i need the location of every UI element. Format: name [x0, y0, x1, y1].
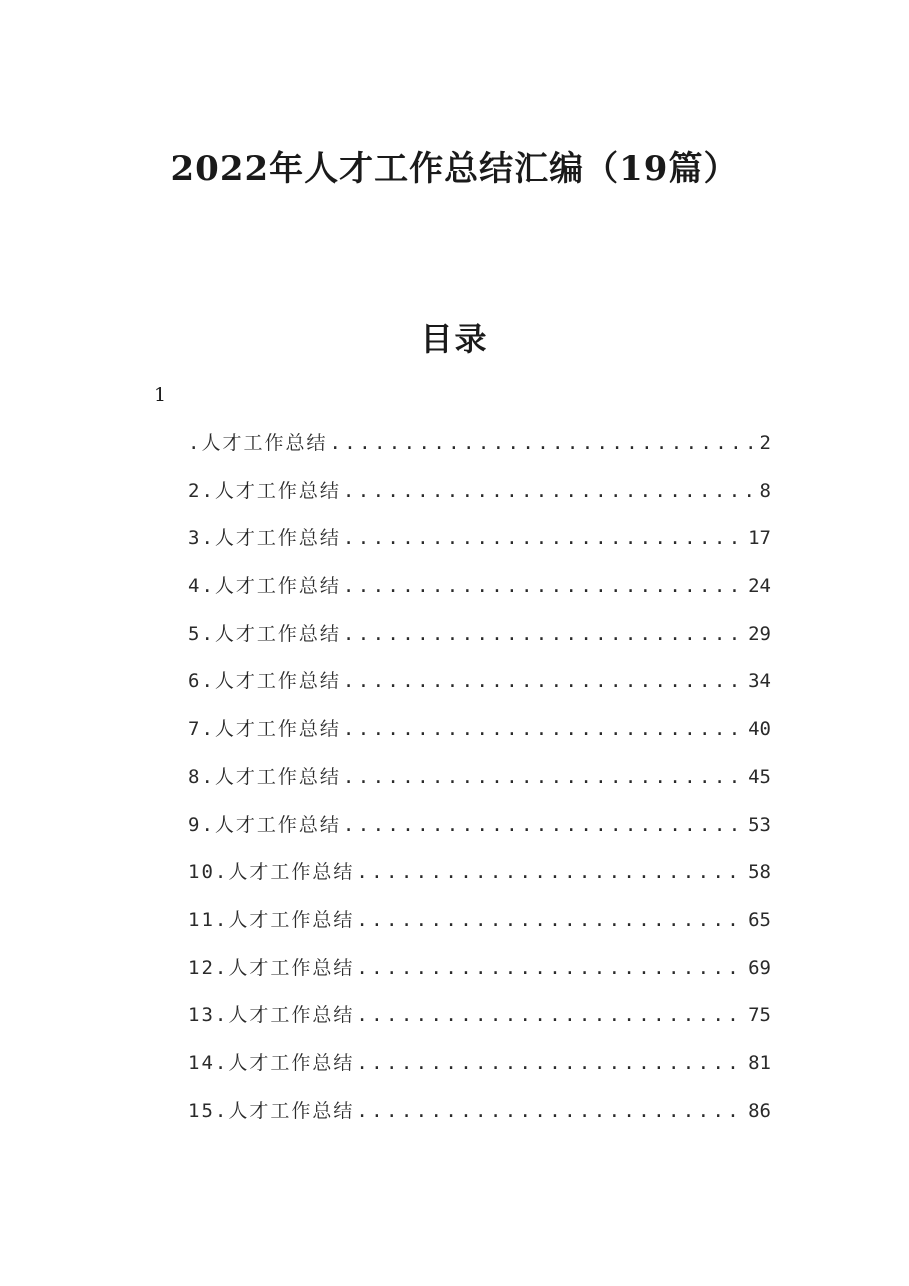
toc-entry-page: 8	[759, 479, 771, 502]
toc-dot-leader	[356, 953, 746, 983]
toc-entry-page: 2	[759, 432, 771, 454]
toc-heading: 目录	[420, 319, 489, 358]
toc-dot-leader	[343, 571, 746, 601]
toc-entry-page: 75	[748, 1004, 771, 1027]
toc-entry[interactable]	[188, 810, 771, 858]
toc-entry-page: 40	[748, 718, 771, 741]
toc-entry-page: 29	[748, 622, 771, 645]
toc-entry[interactable]	[188, 1048, 771, 1096]
toc-entry[interactable]	[188, 476, 771, 524]
toc-entry-title: 9.人才工作总结	[188, 813, 341, 836]
toc-entry-page: 24	[748, 575, 771, 598]
toc-entry-title: 7.人才工作总结	[188, 718, 341, 741]
toc-entry-title: .人才工作总结	[188, 432, 328, 454]
toc-entry[interactable]	[188, 571, 771, 619]
toc-dot-leader	[356, 1096, 746, 1126]
toc-entry-page: 69	[748, 956, 771, 979]
toc-entry-title: 11.人才工作总结	[188, 908, 355, 931]
toc-entry[interactable]	[188, 428, 771, 476]
toc-entry[interactable]	[188, 857, 771, 905]
document-title: 2022年人才工作总结汇编（19篇）	[170, 148, 739, 189]
toc-entry[interactable]	[188, 1000, 771, 1048]
toc-entry[interactable]	[188, 619, 771, 667]
toc-entry-title: 13.人才工作总结	[188, 1004, 355, 1027]
toc-stray-number: 1	[154, 384, 167, 406]
toc-entry-title: 2.人才工作总结	[188, 479, 341, 502]
toc-dot-leader	[343, 762, 746, 792]
toc-entry-title: 4.人才工作总结	[188, 575, 341, 598]
toc-dot-leader	[343, 810, 746, 840]
toc-dot-leader	[329, 428, 757, 458]
toc-entry-title: 12.人才工作总结	[188, 956, 355, 979]
toc-entry[interactable]	[188, 666, 771, 714]
toc-entry-title: 6.人才工作总结	[188, 670, 341, 693]
toc-dot-leader	[356, 1048, 746, 1078]
toc-entry-title: 8.人才工作总结	[188, 765, 341, 788]
toc-entry-page: 81	[748, 1051, 771, 1074]
toc-dot-leader	[343, 619, 746, 649]
toc-entry-title: 15.人才工作总结	[188, 1099, 355, 1122]
toc-dot-leader	[343, 476, 758, 506]
toc-entry[interactable]	[188, 523, 771, 571]
toc-entry[interactable]	[188, 905, 771, 953]
toc-entry-page: 58	[748, 861, 771, 884]
toc-entry-page: 17	[748, 527, 771, 550]
toc-dot-leader	[356, 857, 746, 887]
toc-entry-page: 86	[748, 1099, 771, 1122]
toc-dot-leader	[356, 1000, 746, 1030]
toc-dot-leader	[356, 905, 746, 935]
toc-dot-leader	[343, 523, 746, 553]
toc-entry-page: 45	[748, 765, 771, 788]
toc-entry-page: 34	[748, 670, 771, 693]
toc-entry[interactable]	[188, 1096, 771, 1144]
toc-entry[interactable]	[188, 762, 771, 810]
toc-dot-leader	[343, 714, 746, 744]
toc-entry-title: 10.人才工作总结	[188, 861, 355, 884]
table-of-contents	[188, 428, 771, 1143]
toc-entry-page: 65	[748, 908, 771, 931]
toc-entry-page: 53	[748, 813, 771, 836]
toc-entry-title: 3.人才工作总结	[188, 527, 341, 550]
toc-entry-title: 14.人才工作总结	[188, 1051, 355, 1074]
toc-entry-title: 5.人才工作总结	[188, 622, 341, 645]
toc-entry[interactable]	[188, 714, 771, 762]
toc-entry[interactable]	[188, 953, 771, 1001]
toc-dot-leader	[343, 666, 746, 696]
